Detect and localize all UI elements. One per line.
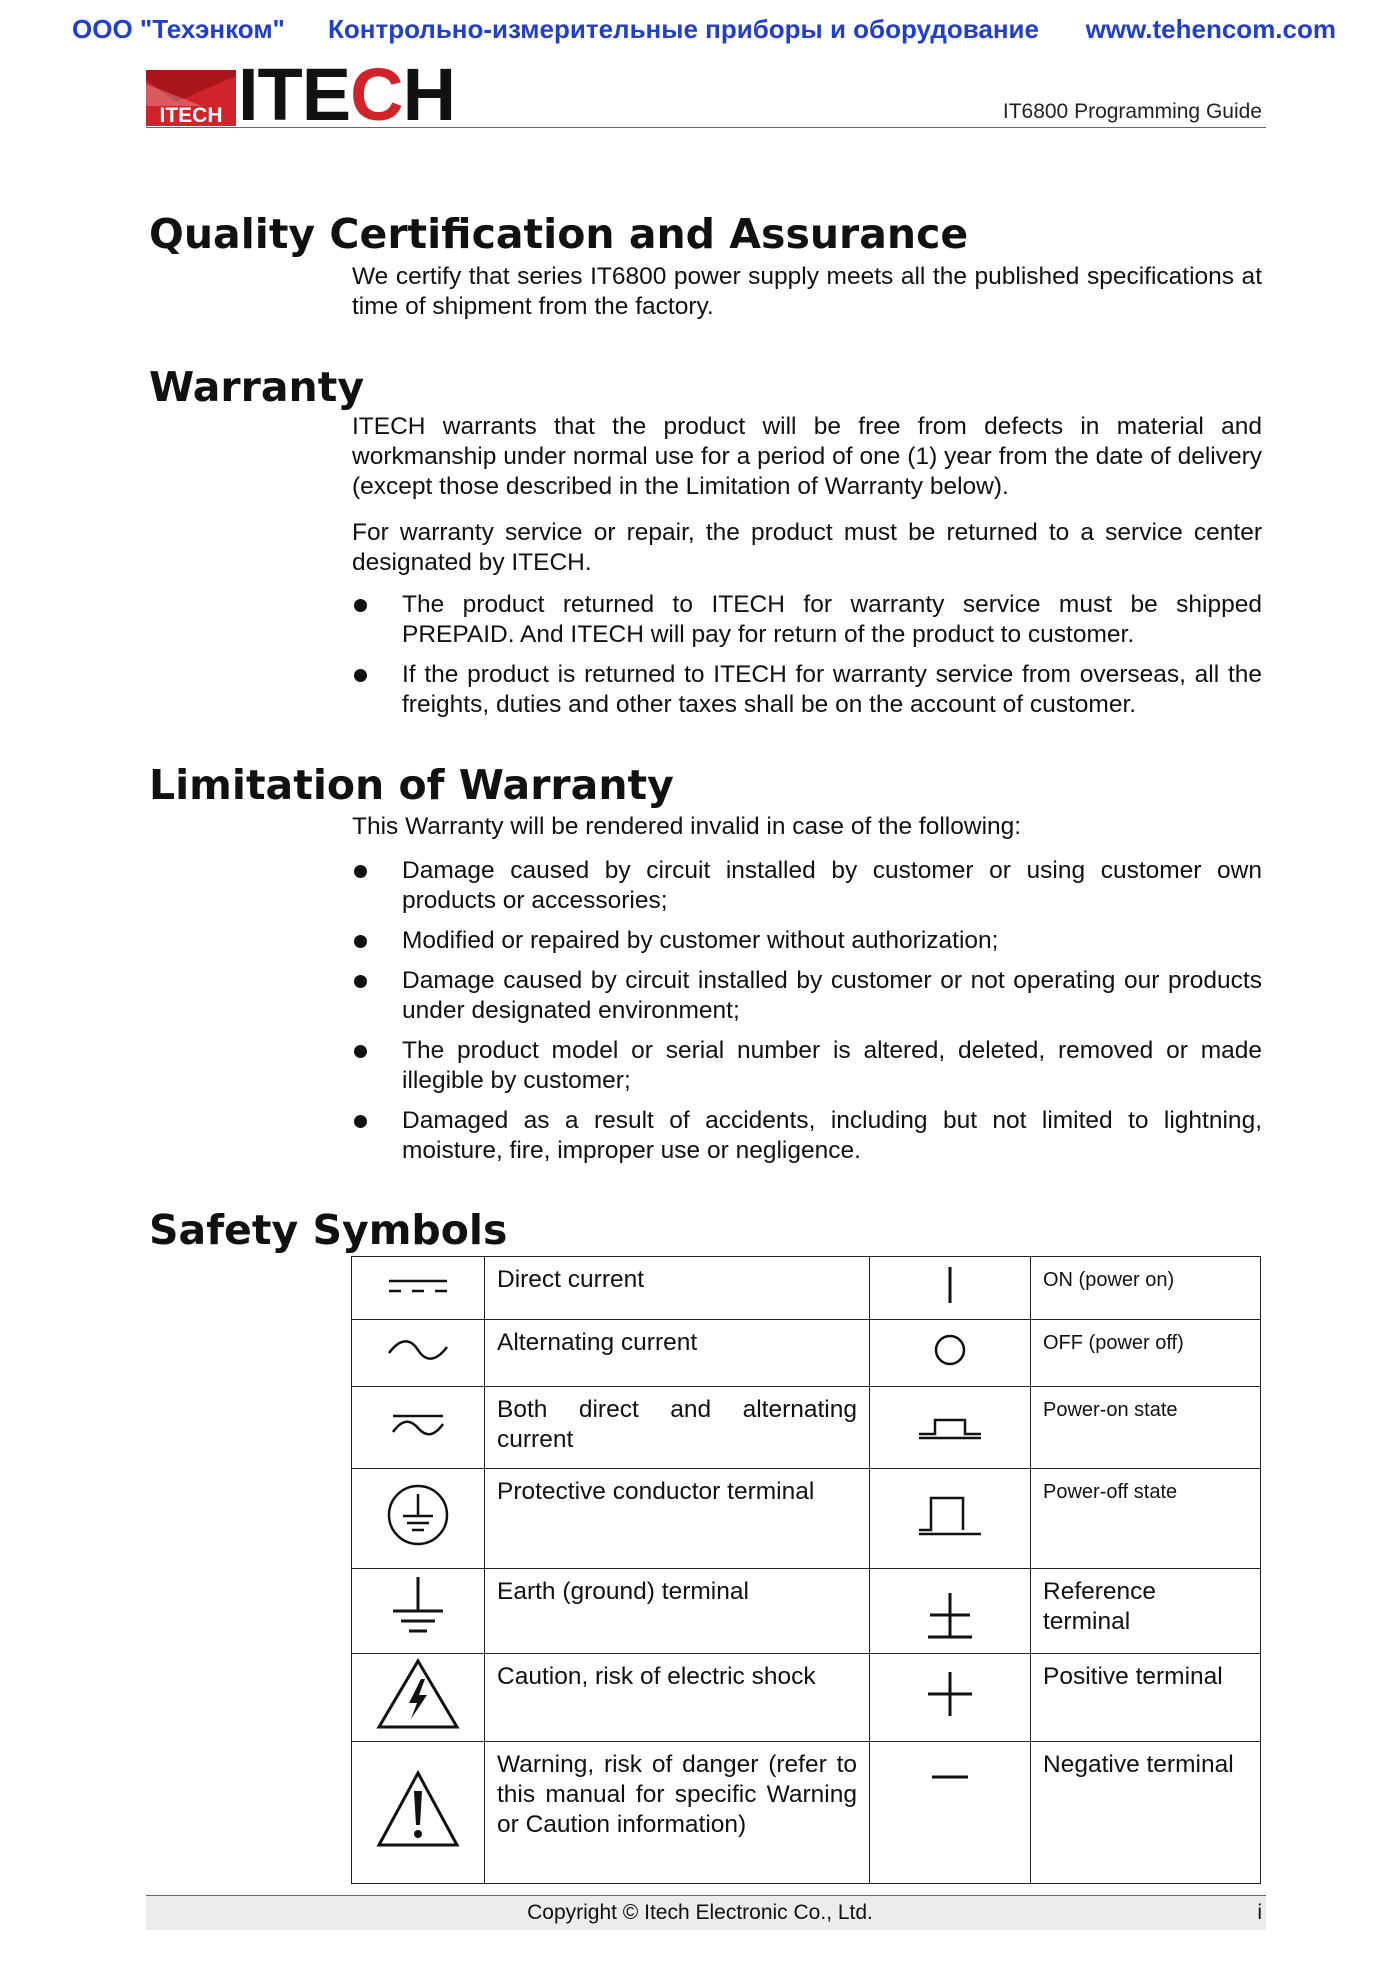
itech-emblem-icon xyxy=(146,70,236,126)
company-description: Контрольно-измерительные приборы и оборудование xyxy=(328,14,1039,44)
danger-warning-icon xyxy=(352,1742,485,1884)
list-item: Damage caused by circuit installed by customer or using customer own products or accessories; xyxy=(352,856,1262,916)
top-banner xyxy=(0,14,1400,48)
limitation-bullets xyxy=(352,856,1262,1166)
symbol-description: Alternating current xyxy=(485,1320,870,1387)
website-link[interactable]: www.tehencom.com xyxy=(1085,14,1336,44)
logo-wordmark: ITECH xyxy=(238,53,456,136)
power-off-state-icon xyxy=(870,1469,1031,1569)
symbol-description: ON (power on) xyxy=(1031,1257,1261,1320)
symbol-description: Protective conductor terminal xyxy=(485,1469,870,1569)
table-row xyxy=(352,1654,1261,1742)
header-divider xyxy=(146,127,1266,128)
company-name: ООО "Техэнком" xyxy=(72,14,285,44)
table-row xyxy=(352,1742,1261,1884)
both-current-icon xyxy=(352,1387,485,1469)
safety-symbols-table xyxy=(351,1256,1261,1884)
bullet-icon xyxy=(354,975,367,988)
reference-terminal-icon xyxy=(870,1569,1031,1654)
power-on-state-icon xyxy=(870,1387,1031,1469)
limitation-heading: Limitation of Warranty xyxy=(149,761,674,809)
symbol-description: Caution, risk of electric shock xyxy=(485,1654,870,1742)
page-number: i xyxy=(1257,1901,1262,1924)
direct-current-icon xyxy=(352,1257,485,1320)
list-item: Damage caused by circuit installed by customer or not operating our products under designated environment; xyxy=(352,966,1262,1026)
guide-title: IT6800 Programming Guide xyxy=(1002,100,1262,123)
alternating-current-icon xyxy=(352,1320,485,1387)
list-item: The product model or serial number is altered, deleted, removed or made illegible by customer; xyxy=(352,1036,1262,1096)
warranty-paragraph-1: ITECH warrants that the product will be free from defects in material and workmanship under normal use for a period of one (1) year from the date of delivery (except those described in the Limitation of Warranty below). xyxy=(352,413,1262,500)
bullet-icon xyxy=(354,669,367,682)
earth-ground-icon xyxy=(352,1569,485,1654)
symbol-description: Positive terminal xyxy=(1031,1654,1261,1742)
list-item: The product returned to ITECH for warranty service must be shipped PREPAID. And ITECH will pay for return of the product to customer. xyxy=(352,590,1262,650)
table-row xyxy=(352,1569,1261,1654)
list-item: If the product is returned to ITECH for warranty service from overseas, all the freights, duties and other taxes shall be on the account of customer. xyxy=(352,660,1262,720)
table-row xyxy=(352,1469,1261,1569)
protective-conductor-icon xyxy=(352,1469,485,1569)
symbol-description: Power-off state xyxy=(1031,1469,1261,1569)
quality-text: We certify that series IT6800 power supply meets all the published specifications at time of shipment from the factory. xyxy=(352,263,1262,320)
symbol-description: Both direct and alternating current xyxy=(485,1387,870,1469)
symbol-description: Power-on state xyxy=(1031,1387,1261,1469)
symbol-description: OFF (power off) xyxy=(1031,1320,1261,1387)
symbol-description: Earth (ground) terminal xyxy=(485,1569,870,1654)
warranty-paragraph-2: For warranty service or repair, the product must be returned to a service center designated by ITECH. xyxy=(352,519,1262,576)
symbol-description: Warning, risk of danger (refer to this manual for specific Warning or Caution information) xyxy=(485,1742,870,1884)
footer-copyright: Copyright © Itech Electronic Co., Ltd. xyxy=(527,1901,873,1924)
warranty-bullets xyxy=(352,590,1262,720)
list-item: Damaged as a result of accidents, including but not limited to lightning, moisture, fire, improper use or negligence. xyxy=(352,1106,1262,1166)
bullet-icon xyxy=(354,865,367,878)
limitation-intro: This Warranty will be rendered invalid in case of the following: xyxy=(352,813,1022,840)
quality-heading: Quality Certification and Assurance xyxy=(149,210,969,258)
off-power-icon xyxy=(870,1320,1031,1387)
table-row xyxy=(352,1320,1261,1387)
symbol-description: Reference terminal xyxy=(1031,1569,1261,1654)
negative-terminal-icon xyxy=(870,1742,1031,1884)
symbol-description: Direct current xyxy=(485,1257,870,1320)
itech-logo xyxy=(146,53,466,136)
on-power-icon xyxy=(870,1257,1031,1320)
bullet-icon xyxy=(354,1115,367,1128)
table-row xyxy=(352,1387,1261,1469)
logo-small-text: ITECH xyxy=(159,104,223,126)
list-item: Modified or repaired by customer without authorization; xyxy=(352,926,1262,956)
bullet-icon xyxy=(354,599,367,612)
warranty-heading: Warranty xyxy=(149,363,365,411)
bullet-icon xyxy=(354,935,367,948)
bullet-icon xyxy=(354,1045,367,1058)
table-row xyxy=(352,1257,1261,1320)
symbol-description: Negative terminal xyxy=(1031,1742,1261,1884)
electric-shock-warning-icon xyxy=(352,1654,485,1742)
safety-heading: Safety Symbols xyxy=(149,1206,508,1254)
positive-terminal-icon xyxy=(870,1654,1031,1742)
